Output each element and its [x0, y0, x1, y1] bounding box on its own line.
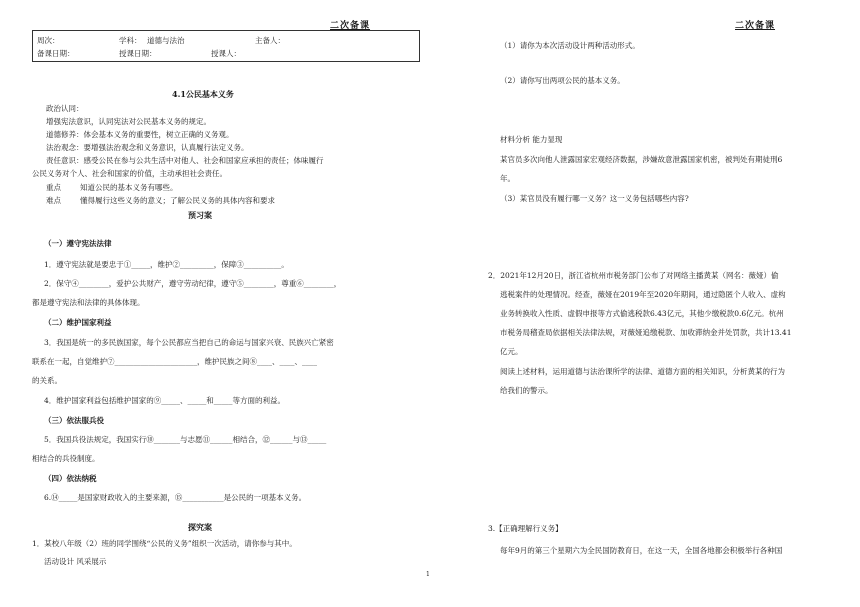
- lesson-title: 4.1公民基本义务: [172, 89, 234, 99]
- section-title: （二）维护国家利益: [44, 318, 112, 327]
- question-line: 都是遵守宪法和法律的具体体现。: [32, 298, 145, 307]
- item-3-line: 每年9月的第三个星期六为全民国防教育日，在这一天，全国各地都会积极举行各种国: [500, 546, 783, 555]
- goal-line: 道德修养：体会基本义务的重要性，树立正确的义务观。: [46, 130, 234, 139]
- case-line: 业务转换收入性质、虚假申报等方式偷逃税款6.43亿元，其他少缴税款0.6亿元。杭州: [500, 309, 784, 318]
- teach-date-label: 授课日期：: [119, 49, 157, 58]
- difficulty-text: 懂得履行这些义务的意义；了解公民义务的具体内容和要求: [80, 196, 275, 205]
- question-line: （2）请你写出两项公民的基本义务。: [500, 76, 625, 85]
- explore-subtitle: 活动设计 风采展示: [44, 557, 107, 566]
- explore-question: 1．某校八年级（2）班的同学围绕“公民的义务”组织一次活动，请你参与其中。: [32, 539, 297, 548]
- key-point-label: 重点: [46, 183, 61, 192]
- week-label: 周次：: [37, 36, 60, 45]
- goal-line: 增强宪法意识，认同宪法对公民基本义务的规定。: [46, 117, 211, 126]
- question-line: 6.⑭_____是国家财政收入的主要来源，⑮___________是公民的一项基本义务。: [44, 493, 307, 502]
- subject-value: 道德与法治: [147, 36, 185, 45]
- question-line: 联系在一起，自觉维护⑦______________________，维护民族之间⑧____、____、____: [32, 357, 317, 366]
- case-line: 市税务局稽查局依据相关法律法规，对薇娅追缴税款、加收滞纳金并处罚款，共计13.41: [500, 328, 792, 337]
- difficulty-label: 难点: [46, 196, 61, 205]
- info-box: [32, 30, 420, 62]
- prep-date-label: 备课日期：: [37, 49, 75, 58]
- material-line: 年。: [500, 174, 515, 183]
- question-line: 1．遵守宪法就是要忠于①_____，维护②_________，保障③__________。: [44, 260, 289, 269]
- question-line: 5．我国兵役法规定，我国实行⑩_______与志愿⑪______相结合，⑫______与⑬_____: [44, 435, 327, 444]
- question-line: 相结合的兵役制度。: [32, 454, 100, 463]
- question-line: （1）请你为本次活动设计两种活动形式。: [500, 41, 640, 50]
- question-line: 3．我国是统一的多民族国家，每个公民都应当把自己的命运与国家兴衰、民族兴亡紧密: [44, 338, 334, 347]
- host-label: 主备人：: [255, 36, 285, 45]
- section-title: （四）依法纳税: [44, 474, 97, 483]
- material-line: 某官员多次向他人泄露国家宏观经济数据，涉嫌故意泄露国家机密，被判处有期徒刑6: [500, 155, 783, 164]
- case-line: 2．2021年12月20日，浙江省杭州市税务部门公布了对网络主播黄某（网名：薇娅）偷: [488, 271, 779, 280]
- goal-line: 责任意识：感受公民在参与公共生活中对他人、社会和国家应承担的责任；体味履行: [46, 156, 324, 165]
- teacher-label: 授课人：: [211, 49, 241, 58]
- goal-line: 公民义务对个人、社会和国家的价值，主动承担社会责任。: [32, 169, 227, 178]
- preview-title: 预习案: [188, 210, 212, 220]
- subject-label: 学科：: [119, 36, 142, 45]
- goal-line: 政治认同：: [46, 104, 84, 113]
- second-prep-header-left: 二次备课: [330, 21, 371, 31]
- section-title: （三）依法服兵役: [44, 416, 104, 425]
- explore-title: 探究案: [188, 522, 212, 532]
- case-line: 逃税案件的处理情况。经查，薇娅在2019年至2020年期间，通过隐匿个人收入、虚构: [500, 290, 786, 299]
- case-line: 亿元。: [500, 347, 523, 356]
- item-3-title: 3.【正确理解行义务】: [488, 524, 563, 533]
- question-line: 2．保守④________，爱护公共财产，遵守劳动纪律，遵守⑤________，尊重⑥________，: [44, 279, 342, 288]
- goal-line: 法治观念：要增强法治观念和义务意识，认真履行法定义务。: [46, 143, 249, 152]
- material-title: 材料分析 能力显现: [500, 135, 563, 144]
- section-title: （一）遵守宪法法律: [44, 239, 112, 248]
- question-line: （3）某官员没有履行哪一义务？这一义务包括哪些内容?: [500, 194, 689, 203]
- question-line: 的关系。: [32, 376, 62, 385]
- case-task: 阅读上述材料，运用道德与法治课所学的法律、道德方面的相关知识，分析黄某的行为: [500, 367, 785, 376]
- page-number: 1: [426, 571, 430, 578]
- key-point-text: 知道公民的基本义务有哪些。: [80, 183, 178, 192]
- second-prep-header-right: 二次备课: [735, 21, 776, 31]
- question-line: 4．维护国家利益包括维护国家的⑨_____、_____和_____等方面的利益。: [44, 396, 286, 405]
- case-task: 给我们的警示。: [500, 386, 553, 395]
